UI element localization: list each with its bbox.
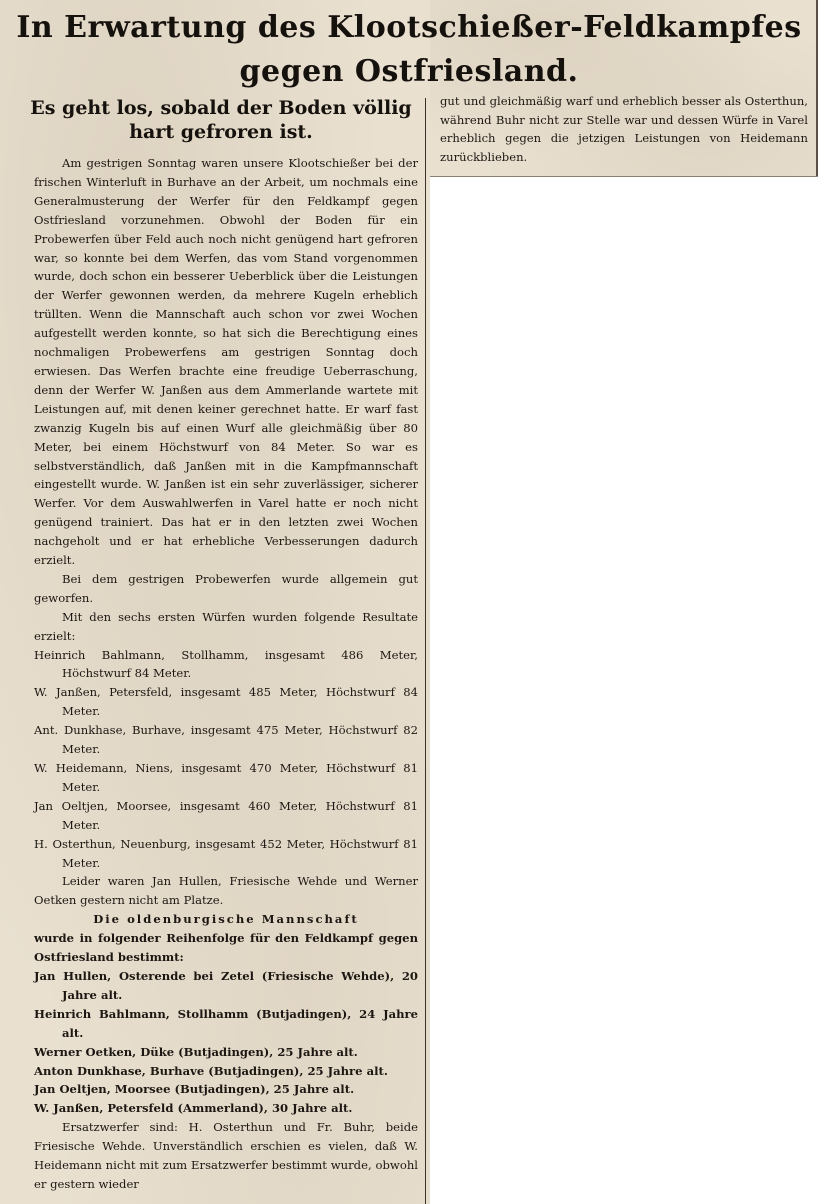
headline-line-2: gegen Ostfriesland. bbox=[239, 54, 579, 89]
column-divider bbox=[425, 98, 426, 1204]
team-heading: Die oldenburgische Mannschaft bbox=[93, 912, 359, 927]
continuation-paragraph: gut und gleichmäßig warf und erheblich besser als Osterthun, während Buhr nicht zur Stelle war und dessen Würfe in Varel erheblich gegen die jetzigen Leistungen von Heidemann zurückblieben. bbox=[440, 94, 808, 164]
result-entry: Jan Oeltjen, Moorsee, insgesamt 460 Meter, Höchstwurf 81 Meter. bbox=[34, 798, 418, 832]
team-member: W. Janßen, Petersfeld (Ammerland), 30 Jahre alt. bbox=[34, 1101, 353, 1116]
article-continuation bbox=[440, 92, 808, 166]
result-entry: Heinrich Bahlmann, Stollhamm, insgesamt 486 Meter, Höchstwurf 84 Meter. bbox=[34, 647, 418, 681]
result-entry: H. Osterthun, Neuenburg, insgesamt 452 Meter, Höchstwurf 81 Meter. bbox=[34, 836, 418, 870]
article-body bbox=[34, 154, 418, 1194]
team-member: Werner Oetken, Düke (Butjadingen), 25 Jahre alt. bbox=[34, 1044, 358, 1059]
team-member: Heinrich Bahlmann, Stollhamm (Butjadingen), 24 Jahre alt. bbox=[34, 1006, 418, 1040]
closing-paragraph: Ersatzwerfer sind: H. Osterthun und Fr. Buhr, beide Friesische Wehde. Unverständlich erschien es vielen, daß W. Heidemann nicht mit zum Ersatzwerfer bestimmt wurde, obwohl er gestern wieder bbox=[34, 1120, 418, 1191]
team-member: Anton Dunkhase, Burhave (Butjadingen), 25 Jahre alt. bbox=[34, 1063, 388, 1078]
body-paragraph: Bei dem gestrigen Probewerfen wurde allgemein gut geworfen. bbox=[34, 571, 418, 605]
team-member: Jan Hullen, Osterende bei Zetel (Friesische Wehde), 20 Jahre alt. bbox=[34, 968, 418, 1002]
body-paragraph: Am gestrigen Sonntag waren unsere Klootschießer bei der frischen Winterluft in Burhave an der Arbeit, um nochmals eine Generalmusterung der Werfer für den Feldkampf gegen Ostfriesland vorzunehmen. Obwohl der Boden für ein Probewerfen über Feld auch noch nicht genügend hart gefroren war, so konnte bei dem Werfen, das vom Stand vorgenommen wurde, doch schon ein besserer Ueberblick über die Leistungen der Werfer gewonnen werden, da mehrere Kugeln erheblich trüllten. Wenn die Mannschaft auch schon vor zwei Wochen aufgestellt werden konnte, so hat sich die Berechtigung eines nochmaligen Probewerfens am gestrigen Sonntag doch erwiesen. Das Werfen brachte eine freudige Ueberraschung, denn der Werfer W. Janßen aus dem Ammerlande wartete mit Leistungen auf, mit denen keiner gerechnet hatte. Er warf fast zwanzig Kugeln bis auf einen Wurf alle gleichmäßig über 80 Meter, bei einem Höchstwurf von 84 Meter. So war es selbstverständlich, daß Janßen mit in die Kampfmannschaft eingestellt wurde. W. Janßen ist ein sehr zuverlässiger, sicherer Werfer. Vor dem Auswahlwerfen in Varel hatte er noch nicht genügend trainiert. Das hat er in den letzten zwei Wochen nachgeholt und er hat erhebliche Verbesserungen dadurch erzielt. bbox=[34, 156, 418, 568]
body-paragraph: Mit den sechs ersten Würfen wurden folgende Resultate erzielt: bbox=[34, 609, 418, 643]
team-member: Jan Oeltjen, Moorsee (Butjadingen), 25 Jahre alt. bbox=[34, 1082, 355, 1097]
team-intro: wurde in folgender Reihenfolge für den Feldkampf gegen Ostfriesland bestimmt: bbox=[34, 931, 418, 965]
absent-note: Leider waren Jan Hullen, Friesische Wehde und Werner Oetken gestern nicht am Platze. bbox=[34, 874, 418, 908]
result-entry: W. Heidemann, Niens, insgesamt 470 Meter, Höchstwurf 81 Meter. bbox=[34, 761, 418, 794]
result-entry: Ant. Dunkhase, Burhave, insgesamt 475 Meter, Höchstwurf 82 Meter. bbox=[34, 723, 418, 757]
result-entry: W. Janßen, Petersfeld, insgesamt 485 Meter, Höchstwurf 84 Meter. bbox=[34, 685, 418, 719]
headline-line-1: In Erwartung des Klootschießer-Feldkampfes bbox=[16, 10, 802, 45]
article-subheadline: Es geht los, sobald der Boden völlig hart gefroren ist. bbox=[30, 97, 412, 143]
